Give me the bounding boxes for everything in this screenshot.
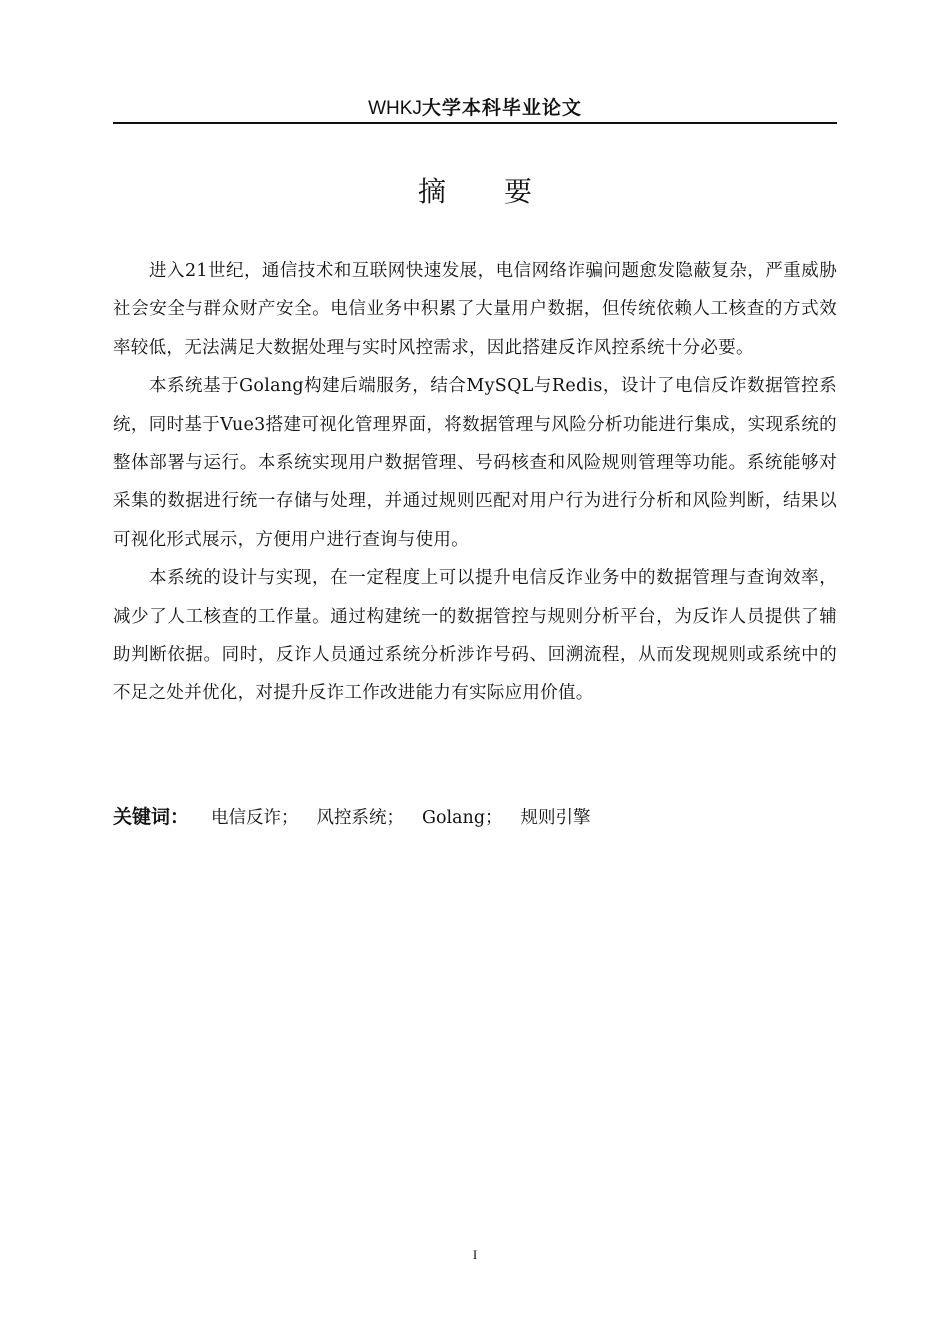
keyword-item: 风控系统； bbox=[316, 808, 405, 828]
abstract-paragraph-3: 本系统的设计与实现，在一定程度上可以提升电信反诈业务中的数据管理与查询效率，减少了人工核查的工作量。通过构建统一的数据管控与规则分析平台，为反诈人员提供了辅助判断依据。同时，反诈人员通过系统分析涉诈号码、回溯流程，从而发现规则或系统中的不足之处并优化，对提升反诈工作改进能力有实际应用价值。 bbox=[113, 568, 837, 704]
keywords-line bbox=[113, 798, 837, 836]
abstract-title: 摘要 bbox=[417, 175, 590, 208]
keywords-label: 关键词： bbox=[113, 806, 190, 828]
header-institution-code: WHKJ bbox=[368, 98, 422, 119]
header-document-type: 大学本科毕业论文 bbox=[421, 97, 582, 119]
abstract-body bbox=[113, 252, 837, 713]
header-rule bbox=[113, 122, 837, 124]
running-header bbox=[113, 96, 837, 122]
keyword-item: Golang； bbox=[422, 808, 503, 828]
abstract-paragraph-1: 进入21世纪，通信技术和互联网快速发展，电信网络诈骗问题愈发隐蔽复杂，严重威胁社会安全与群众财产安全。电信业务中积累了大量用户数据，但传统依赖人工核查的方式效率较低，无法满足大数据处理与实时风控需求，因此搭建反诈风控系统十分必要。 bbox=[113, 261, 837, 358]
keyword-item: 规则引擎 bbox=[520, 808, 591, 828]
keyword-item: 电信反诈； bbox=[211, 808, 299, 828]
page-number: I bbox=[472, 1247, 478, 1262]
abstract-paragraph-2: 本系统基于Golang构建后端服务，结合MySQL与Redis，设计了电信反诈数据管控系统，同时基于Vue3搭建可视化管理界面，将数据管理与风险分析功能进行集成，实现系统的整体部署与运行。本系统实现用户数据管理、号码核查和风险规则管理等功能。系统能够对采集的数据进行统一存储与处理，并通过规则匹配对用户行为进行分析和风险判断，结果以可视化形式展示，方便用户进行查询与使用。 bbox=[113, 376, 837, 550]
